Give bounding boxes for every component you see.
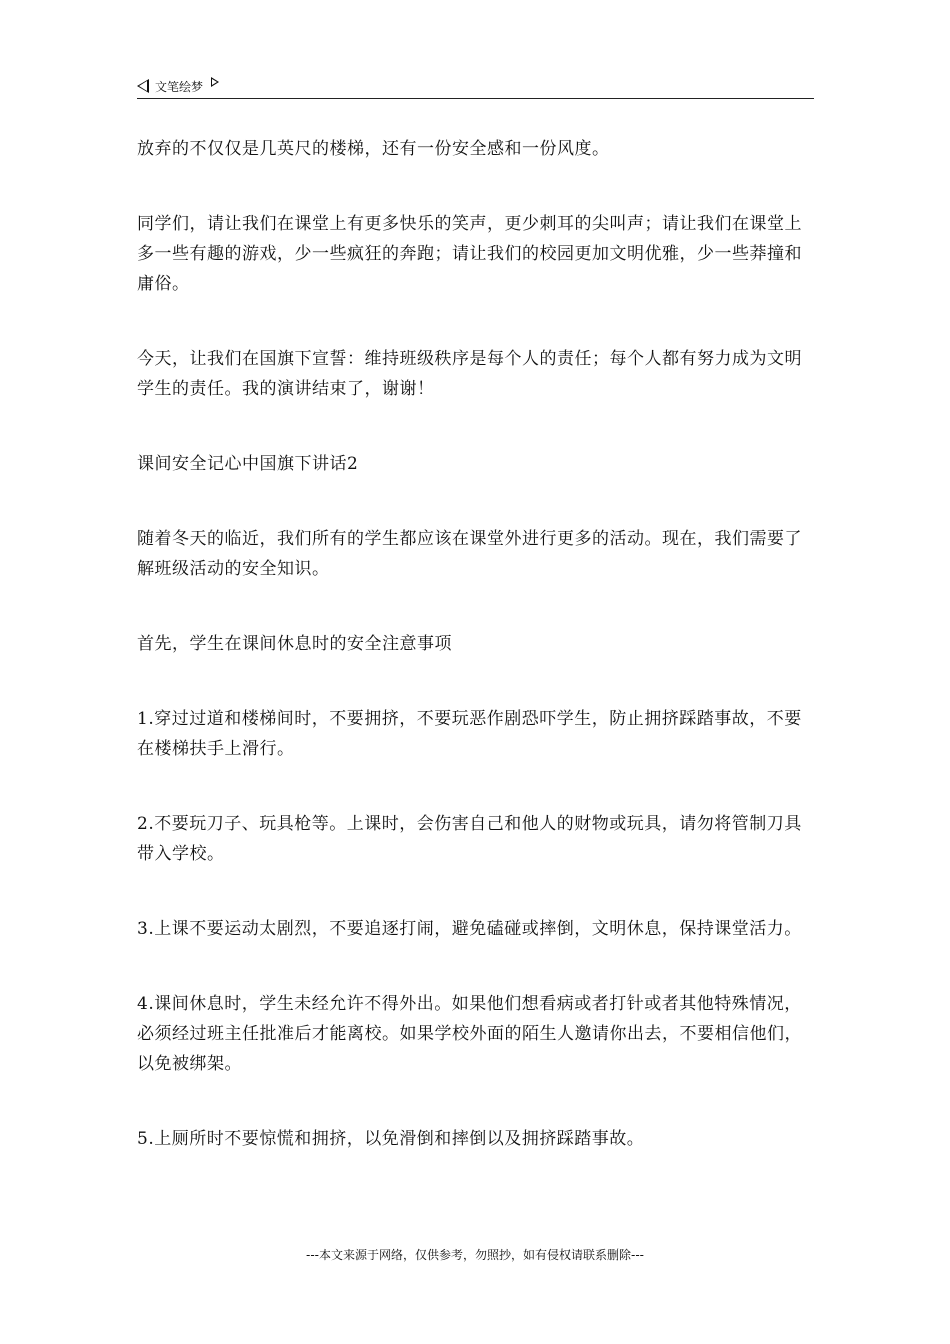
- paragraph-6: 首先，学生在课间休息时的安全注意事项: [137, 634, 452, 654]
- list-item-2: 2.不要玩刀子、玩具枪等。上课时，会伤害自己和他人的财物或玩具，请勿将管制刀具带入学校。: [137, 814, 802, 864]
- page-header: [137, 74, 814, 99]
- list-item-3: 3.上课不要运动太剧烈，不要追逐打闹，避免磕碰或摔倒，文明休息，保持课堂活力。: [137, 919, 802, 939]
- list-item-1: 1.穿过过道和楼梯间时，不要拥挤，不要玩恶作剧恐吓学生，防止拥挤踩踏事故，不要在楼梯扶手上滑行。: [137, 709, 802, 759]
- header-brand: 文笔绘梦: [155, 79, 204, 94]
- paragraph-5: 随着冬天的临近，我们所有的学生都应该在课堂外进行更多的活动。现在，我们需要了解班级活动的安全知识。: [137, 529, 802, 579]
- triangle-right-icon: [211, 77, 219, 87]
- paragraph-1: 放弃的不仅仅是几英尺的楼梯，还有一份安全感和一份风度。: [137, 139, 610, 159]
- document-body: [137, 134, 817, 1199]
- paragraph-3: 今天，让我们在国旗下宣誓：维持班级秩序是每个人的责任；每个人都有努力成为文明学生的责任。我的演讲结束了，谢谢！: [137, 349, 802, 399]
- list-item-4: 4.课间休息时，学生未经允许不得外出。如果他们想看病或者打针或者其他特殊情况，必须经过班主任批准后才能离校。如果学校外面的陌生人邀请你出去，不要相信他们，以免被绑架。: [137, 994, 802, 1074]
- triangle-left-icon: [137, 79, 149, 93]
- paragraph-2: 同学们，请让我们在课堂上有更多快乐的笑声，更少刺耳的尖叫声；请让我们在课堂上多一些有趣的游戏，少一些疯狂的奔跑；请让我们的校园更加文明优雅，少一些莽撞和庸俗。: [137, 214, 802, 294]
- section-title: 课间安全记心中国旗下讲话2: [137, 454, 359, 474]
- page-footer: ---本文来源于网络，仅供参考，勿照抄，如有侵权请联系删除---: [306, 1248, 644, 1262]
- list-item-5: 5.上厕所时不要惊慌和拥挤，以免滑倒和摔倒以及拥挤踩踏事故。: [137, 1129, 645, 1149]
